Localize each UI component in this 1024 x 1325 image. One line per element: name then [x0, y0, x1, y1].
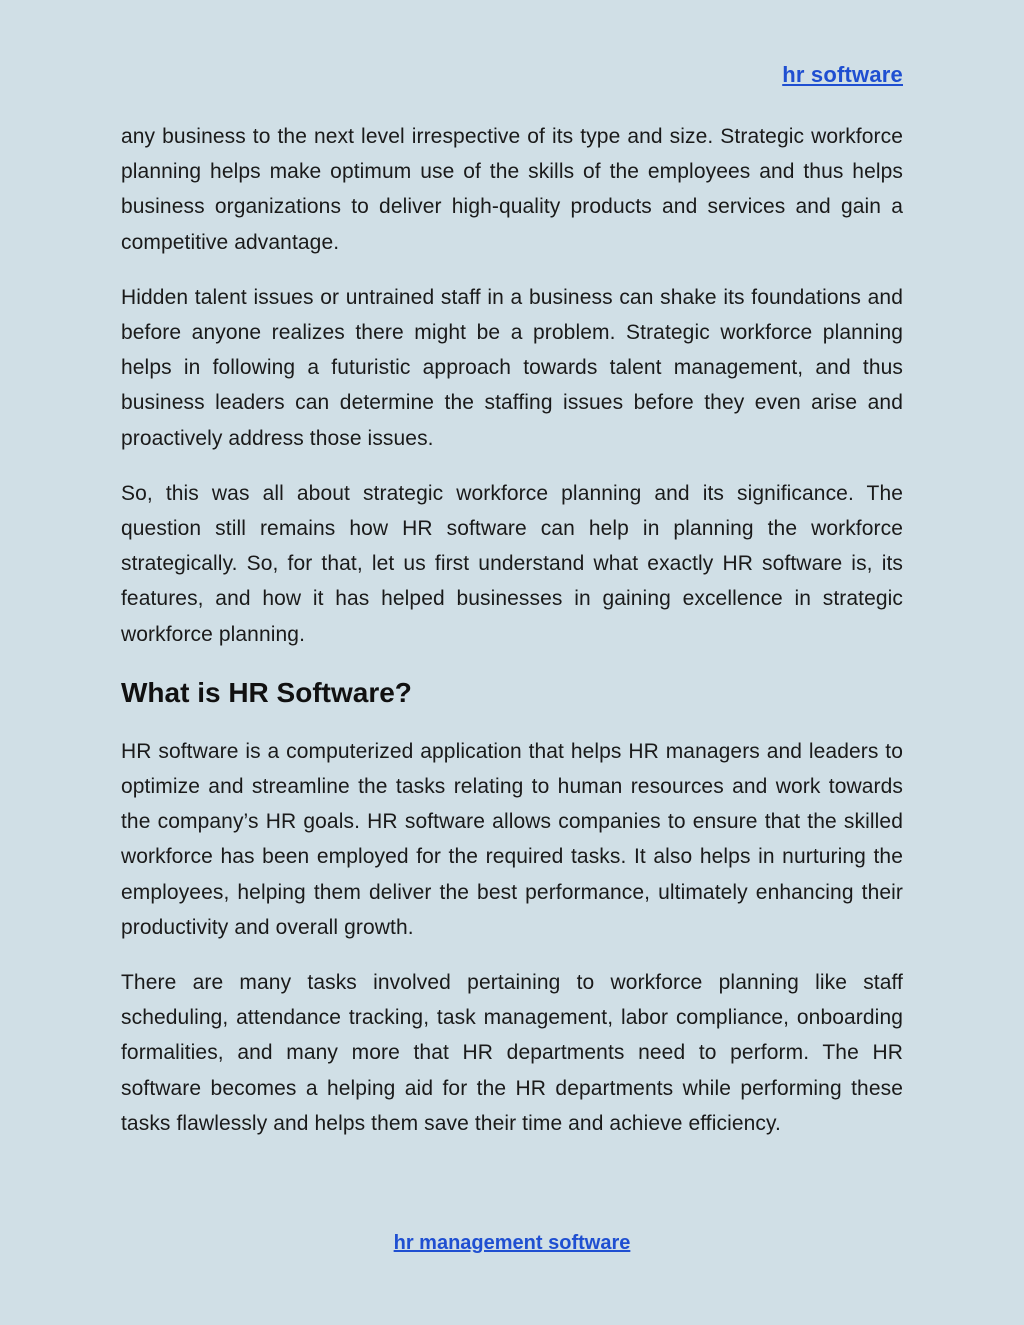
footer-link-hr-management-software[interactable]: hr management software [393, 1232, 631, 1254]
paragraph: HR software is a computerized application that helps HR managers and leaders to optimize and streamline the tasks relating to human resources and work towards the company’s HR goals. HR software allows companies to ensure that the skilled workforce has been employed for the required tasks. It also helps in nurturing the employees, helping them deliver the best performance, ultimately enhancing their productivity and overall growth. [121, 739, 903, 939]
document-page [121, 0, 903, 1325]
paragraph: There are many tasks involved pertaining to workforce planning like staff scheduling, attendance tracking, task management, labor compliance, onboarding formalities, and many more that HR departments need to perform. The HR software becomes a helping aid for the HR departments while performing these tasks flawlessly and helps them save their time and achieve efficiency. [121, 971, 903, 1135]
section-heading: What is HR Software? [121, 676, 412, 708]
paragraph: any business to the next level irrespective of its type and size. Strategic workforce planning helps make optimum use of the skills of the employees and thus helps business organizations to deliver high-quality products and services and gain a competitive advantage. [121, 125, 903, 254]
document-content [121, 119, 903, 1161]
header-link-hr-software[interactable]: hr software [782, 62, 903, 87]
paragraph: Hidden talent issues or untrained staff in a business can shake its foundations and before anyone realizes there might be a problem. Strategic workforce planning helps in following a futuristic approach towards talent management, and thus business leaders can determine the staffing issues before they even arise and proactively address those issues. [121, 285, 903, 450]
paragraph: So, this was all about strategic workforce planning and its significance. The question still remains how HR software can help in planning the workforce strategically. So, for that, let us first understand what exactly HR software is, its features, and how it has helped businesses in gaining excellence in strategic workforce planning. [121, 481, 903, 646]
